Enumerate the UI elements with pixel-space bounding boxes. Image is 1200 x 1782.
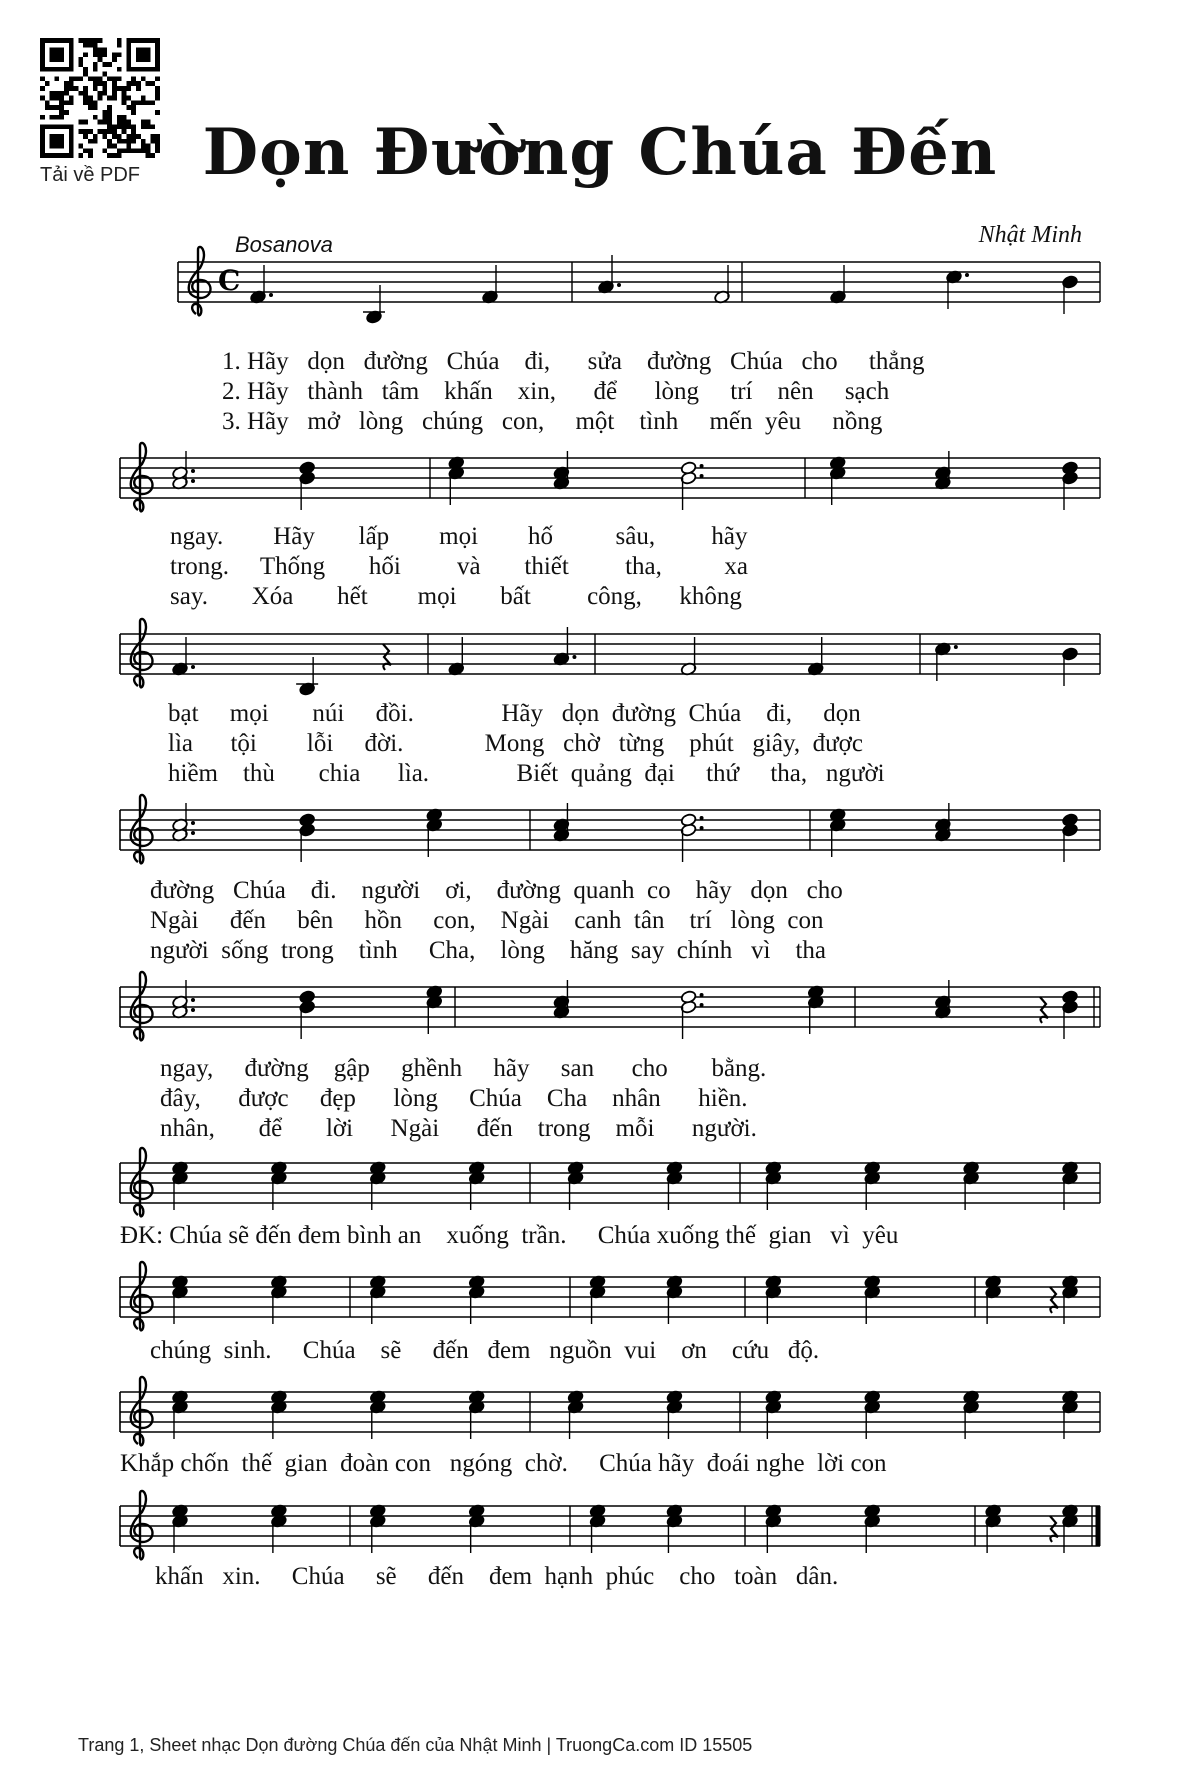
lyric-line: nhân, để lời Ngài đến trong mỗi người. [160, 1115, 757, 1142]
lyric-line: 3. Hãy mở lòng chúng con, một tình mến yêu nồng [222, 408, 883, 435]
lyric-line: chúng sinh. Chúa sẽ đến đem nguồn vui ơn cứu độ. [150, 1337, 820, 1364]
composer-name: Nhật Minh [978, 222, 1082, 248]
lyric-line: lìa tội lỗi đời. Mong chờ từng phút giây, được [168, 730, 863, 757]
page-footer: Trang 1, Sheet nhạc Dọn đường Chúa đến của Nhật Minh | TruongCa.com ID 15505 [78, 1735, 753, 1755]
lyric-line: trong. Thống hối và thiết tha, xa [170, 553, 748, 580]
lyric-line: 1. Hãy dọn đường Chúa đi, sửa đường Chúa cho thẳng [222, 348, 925, 375]
lyric-line: 2. Hãy thành tâm khấn xin, để lòng trí nên sạch [222, 378, 890, 405]
lyric-line: say. Xóa hết mọi bất công, không [170, 583, 742, 610]
lyric-line: bạt mọi núi đồi. Hãy dọn đường Chúa đi, dọn [168, 700, 861, 727]
lyric-line: hiềm thù chia lìa. Biết quảng đại thứ tha, người [168, 760, 885, 787]
svg-text:C: C [218, 264, 241, 297]
download-pdf-label[interactable]: Tải về PDF [40, 164, 141, 186]
lyric-line: ngay. Hãy lấp mọi hố sâu, hãy [170, 523, 748, 550]
lyric-line: ngay, đường gập ghềnh hãy san cho bằng. [160, 1055, 767, 1082]
lyric-line: người sống trong tình Cha, lòng hăng say chính vì tha [150, 937, 827, 964]
style-marking: Bosanova [235, 232, 333, 257]
lyric-line: đường Chúa đi. người ơi, đường quanh co hãy dọn cho [150, 877, 843, 904]
lyric-line: khấn xin. Chúa sẽ đến đem hạnh phúc cho toàn dân. [155, 1563, 839, 1590]
song-title: Dọn Đường Chúa Đến [202, 115, 998, 190]
lyric-line: ĐK: Chúa sẽ đến đem bình an xuống trần. Chúa xuống thế gian vì yêu [120, 1222, 899, 1249]
lyric-line: Khắp chốn thế gian đoàn con ngóng chờ. Chúa hãy đoái nghe lời con [120, 1450, 887, 1477]
lyric-line: Ngài đến bên hồn con, Ngài canh tân trí lòng con [150, 907, 824, 934]
lyric-line: đây, được đẹp lòng Chúa Cha nhân hiền. [160, 1085, 748, 1112]
